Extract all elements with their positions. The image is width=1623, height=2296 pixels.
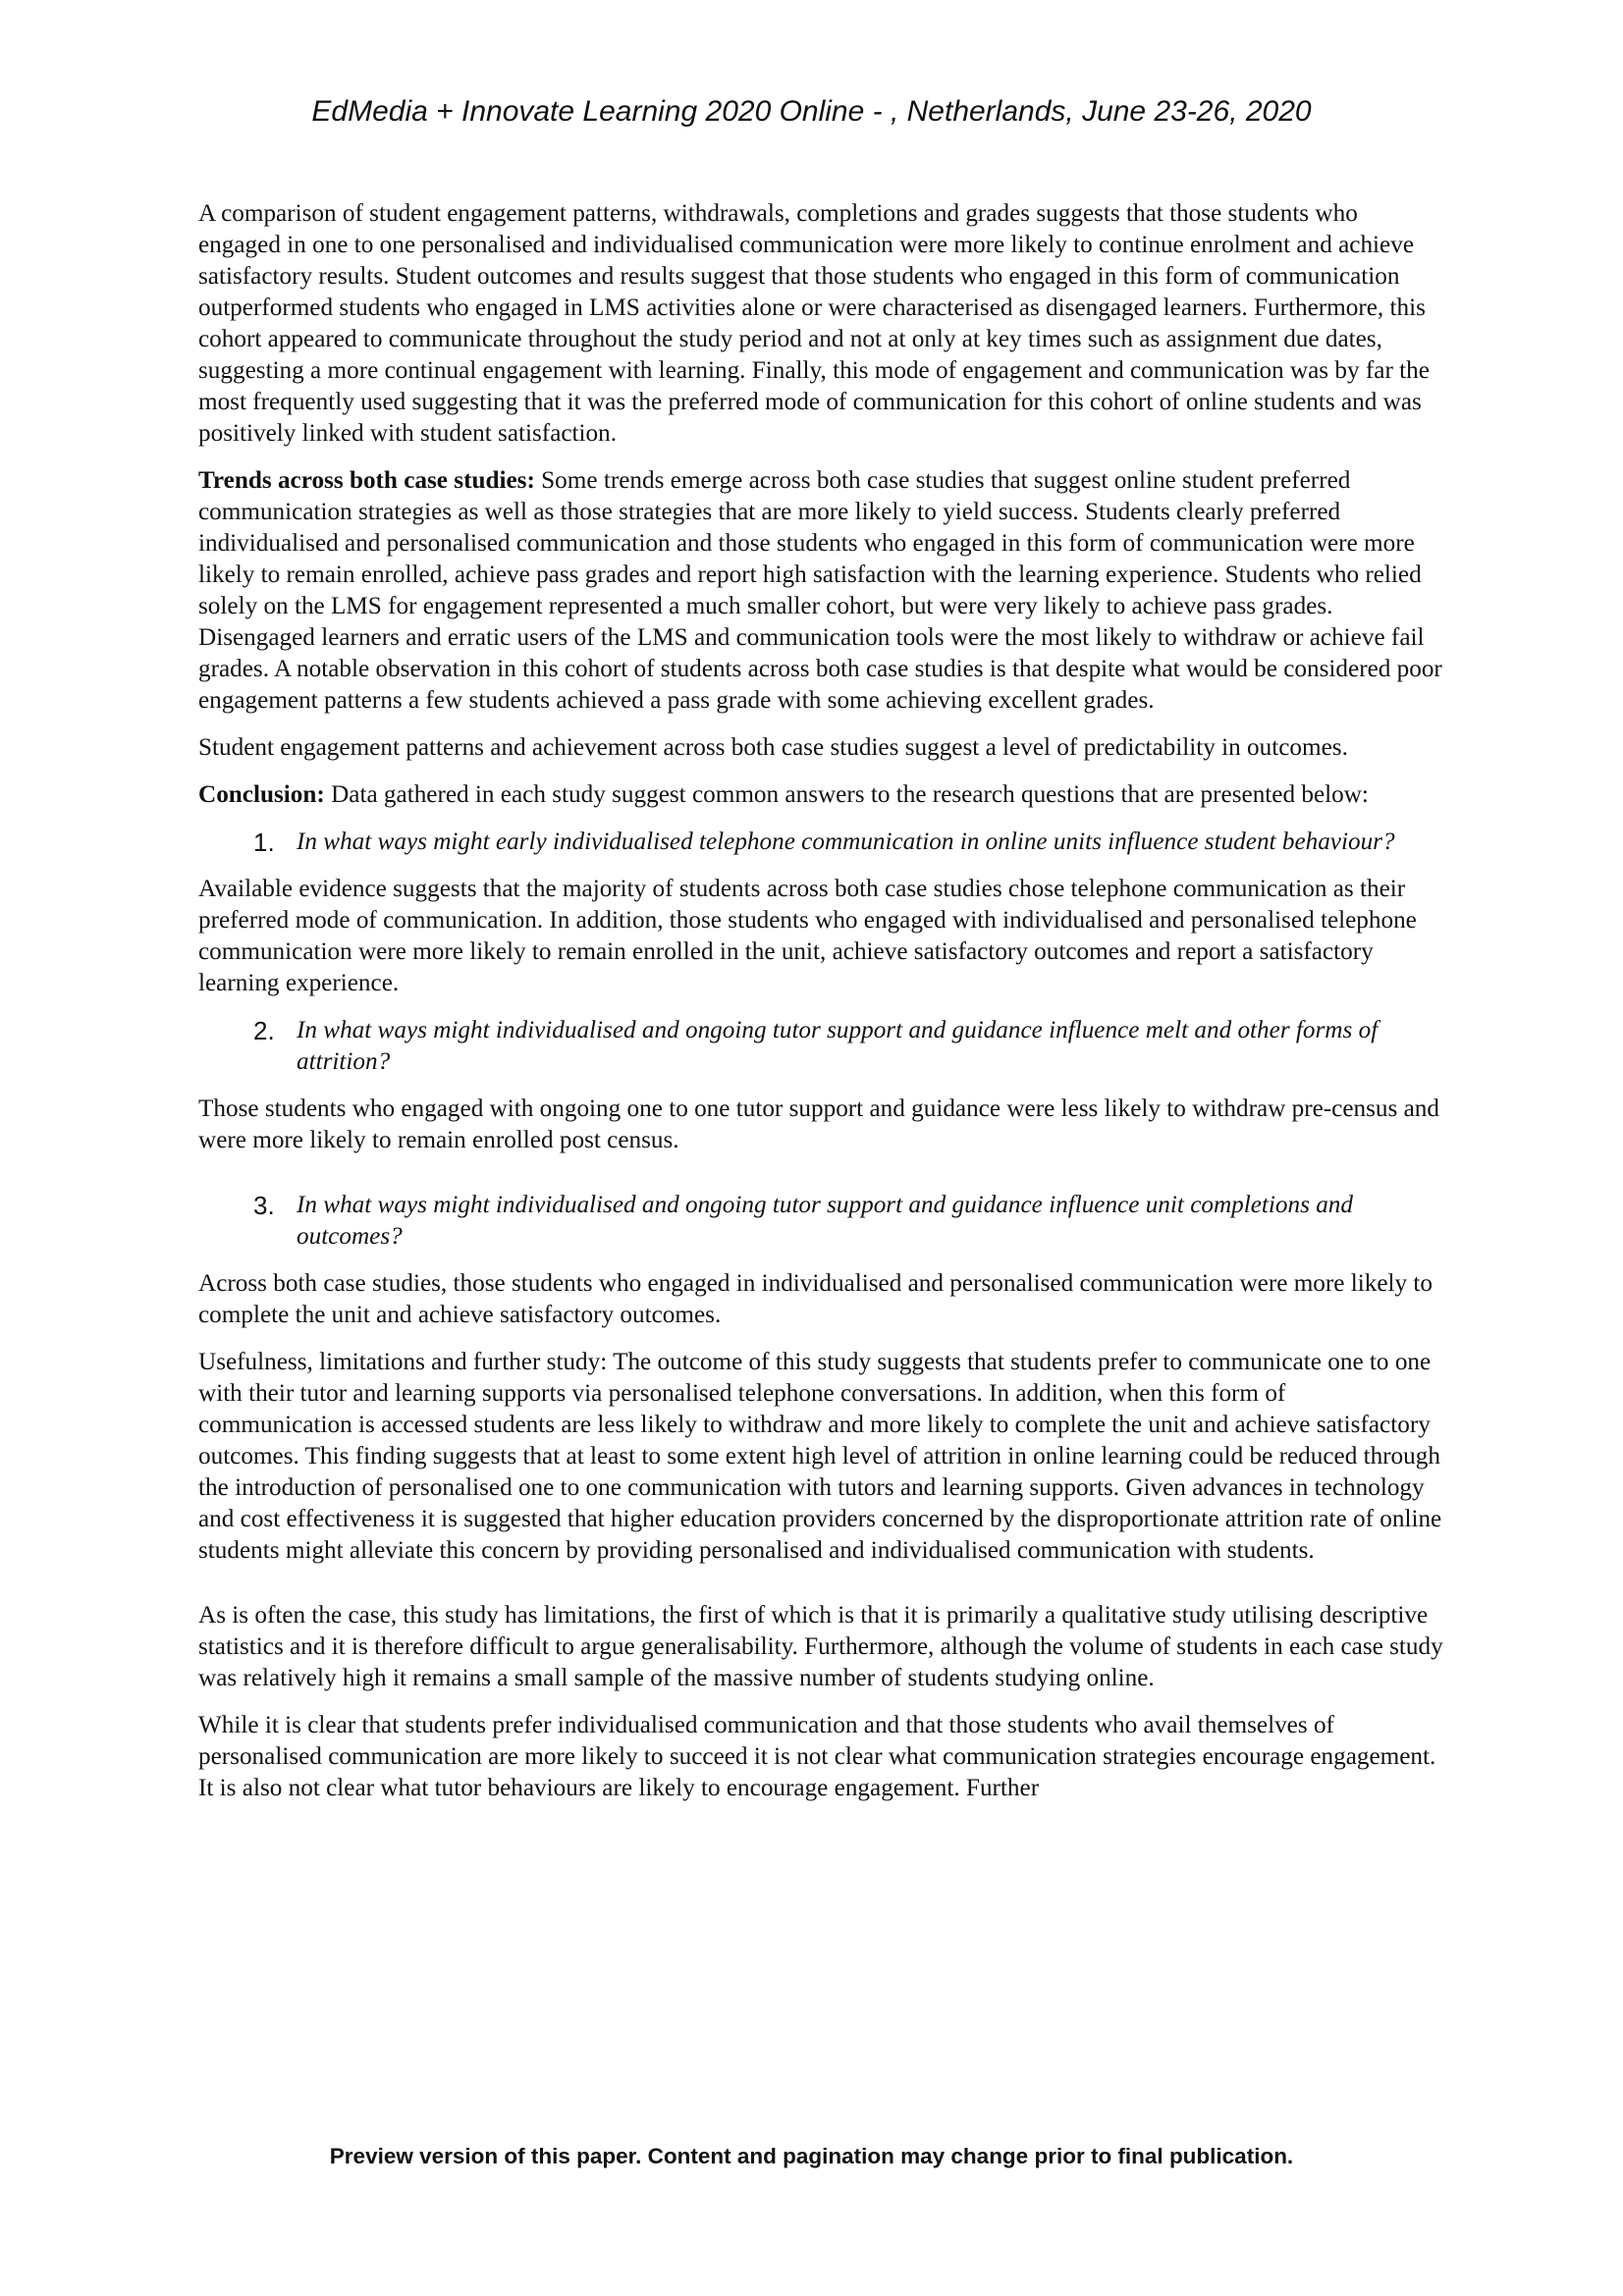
paragraph-predictability: Student engagement patterns and achievement across both case studies suggest a level of predictability in outcomes.: [198, 734, 1348, 761]
trends-text: Some trends emerge across both case studies that suggest online student preferred communication strategies as well as those strategies that are more likely to yield success. Students clearly preferred individualised and personalised communication and those students who engaged in this form of communication were more likely to remain enrolled, achieve pass grades and report high satisfaction with the learning experience. Students who relied solely on the LMS for engagement represented a much smaller cohort, but were very likely to achieve pass grades. Disengaged learners and erratic users of the LMS and communication tools were the most likely to withdraw or achieve fail grades. A notable observation in this cohort of students across both case studies is that despite what would be considered poor engagement patterns a few students achieved a pass grade with some achieving excellent grades.: [198, 467, 1442, 714]
research-question-1: [198, 827, 1445, 858]
research-question-3: [198, 1190, 1445, 1253]
paragraph-further-study: While it is clear that students prefer individualised communication and that those students who avail themselves of personalised communication are more likely to succeed it is not clear what communication strategies encourage engagement. It is also not clear what tutor behaviours are likely to encourage engagement. Further: [198, 1712, 1436, 1801]
answer-2: Those students who engaged with ongoing one to one tutor support and guidance were less likely to withdraw pre-census and were more likely to remain enrolled post census.: [198, 1095, 1439, 1153]
research-question-number: 3.: [253, 1191, 275, 1220]
paragraph-conclusion: [198, 779, 1445, 811]
paper-body: [198, 198, 1445, 1820]
conclusion-heading: Conclusion:: [198, 781, 325, 808]
research-question-text: In what ways might early individualised telephone communication in online units influence student behaviour?: [297, 828, 1395, 855]
paragraph-limitations: As is often the case, this study has limitations, the first of which is that it is primarily a qualitative study utilising descriptive statistics and it is therefore difficult to argue generalisability. Furthermore, although the volume of students in each case study was relatively high it remains a small sample of the massive number of students studying online.: [198, 1602, 1443, 1691]
paragraph-trends: [198, 465, 1445, 717]
research-question-number: 1.: [253, 828, 275, 857]
running-header: EdMedia + Innovate Learning 2020 Online - , Netherlands, June 23-26, 2020: [311, 95, 1312, 128]
paragraph-usefulness: Usefulness, limitations and further study: The outcome of this study suggests that students prefer to communicate one to one with their tutor and learning supports via personalised telephone conversations. In addition, when this form of communication is accessed students are less likely to withdraw and more likely to complete the unit and achieve satisfactory outcomes. This finding suggests that at least to some extent high level of attrition in online learning could be reduced through the introduction of personalised one to one communication with tutors and learning supports. Given advances in technology and cost effectiveness it is suggested that higher education providers concerned by the disproportionate attrition rate of online students might alleviate this concern by providing personalised and individualised communication with students.: [198, 1349, 1442, 1564]
research-question-2: [198, 1015, 1445, 1078]
research-question-number: 2.: [253, 1016, 275, 1045]
research-question-text: In what ways might individualised and ongoing tutor support and guidance influence unit completions and outcomes?: [297, 1192, 1353, 1250]
conclusion-text: Data gathered in each study suggest common answers to the research questions that are presented below:: [324, 781, 1369, 808]
answer-1: Available evidence suggests that the majority of students across both case studies chose telephone communication as their preferred mode of communication. In addition, those students who engaged with individualised and personalised telephone communication were more likely to remain enrolled in the unit, achieve satisfactory outcomes and report a satisfactory learning experience.: [198, 876, 1417, 996]
trends-heading: Trends across both case studies:: [198, 467, 535, 494]
research-question-text: In what ways might individualised and ongoing tutor support and guidance influence melt and other forms of attrition?: [297, 1017, 1379, 1075]
answer-3: Across both case studies, those students who engaged in individualised and personalised communication were more likely to complete the unit and achieve satisfactory outcomes.: [198, 1270, 1434, 1328]
preview-notice: Preview version of this paper. Content and pagination may change prior to final publication.: [329, 2144, 1294, 2168]
paragraph-engagement-comparison: A comparison of student engagement patterns, withdrawals, completions and grades suggests that those students who engaged in one to one personalised and individualised communication were more likely to continue enrolment and achieve satisfactory results. Student outcomes and results suggest that those students who engaged in this form of communication outperformed students who engaged in LMS activities alone or were characterised as disengaged learners. Furthermore, this cohort appeared to communicate throughout the study period and not at only at key times such as assignment due dates, suggesting a more continual engagement with learning. Finally, this mode of engagement and communication was by far the most frequently used suggesting that it was the preferred mode of communication for this cohort of online students and was positively linked with student satisfaction.: [198, 200, 1430, 447]
